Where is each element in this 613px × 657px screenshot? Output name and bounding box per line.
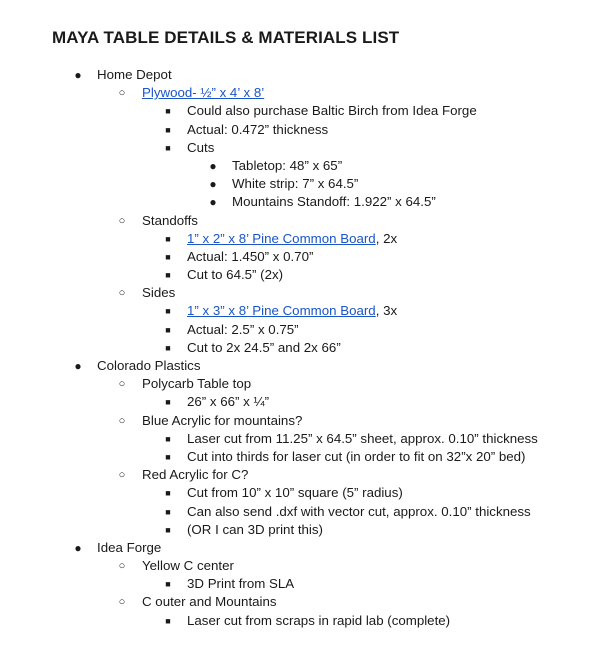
list-item bbox=[0, 175, 613, 193]
bullet-icon: ○ bbox=[118, 287, 126, 300]
list-item bbox=[0, 339, 613, 357]
list-item bbox=[0, 139, 613, 157]
list-item bbox=[0, 521, 613, 539]
list-item-text: Tabletop: 48” x 65” bbox=[232, 157, 343, 173]
list-item-text: Polycarb Table top bbox=[142, 376, 252, 392]
list-item bbox=[0, 193, 613, 211]
list-item bbox=[0, 230, 613, 248]
bullet-icon: ○ bbox=[118, 596, 126, 609]
bullet-icon: ■ bbox=[165, 451, 171, 462]
bullet-icon: ■ bbox=[165, 397, 171, 408]
list-item bbox=[0, 102, 613, 120]
list-item-text: Actual: 0.472” thickness bbox=[187, 121, 329, 137]
list-item-text: Actual: 2.5” x 0.75” bbox=[187, 321, 299, 337]
list-item-text: White strip: 7” x 64.5” bbox=[232, 176, 359, 192]
bullet-icon: ■ bbox=[165, 342, 171, 353]
list-item bbox=[0, 593, 613, 611]
bullet-icon: ■ bbox=[165, 579, 171, 590]
bullet-icon: ■ bbox=[165, 615, 171, 626]
list-item-text: Cuts bbox=[187, 139, 215, 155]
bullet-icon: ■ bbox=[165, 524, 171, 535]
list-item bbox=[0, 321, 613, 339]
list-item-text: 3D Print from SLA bbox=[187, 576, 295, 592]
list-item-home-depot bbox=[0, 66, 613, 84]
bullet-icon: ● bbox=[74, 540, 82, 555]
list-item-colorado-plastics bbox=[0, 357, 613, 375]
quantity-text: , 2x bbox=[375, 230, 398, 246]
list-item-text: Red Acrylic for C? bbox=[142, 467, 249, 483]
bullet-icon: ■ bbox=[165, 488, 171, 499]
bullet-icon: ● bbox=[209, 177, 217, 192]
bullet-icon: ■ bbox=[165, 124, 171, 135]
list-item bbox=[0, 557, 613, 575]
list-item bbox=[0, 121, 613, 139]
list-item bbox=[0, 302, 613, 320]
list-item bbox=[0, 430, 613, 448]
list-item-text: Can also send .dxf with vector cut, approx. 0.10” thickness bbox=[187, 503, 531, 519]
list-item-text: Idea Forge bbox=[97, 539, 162, 555]
list-item-sides bbox=[0, 284, 613, 302]
bullet-icon: ■ bbox=[165, 306, 171, 317]
list-item bbox=[0, 248, 613, 266]
list-item bbox=[0, 412, 613, 430]
bullet-icon: ○ bbox=[118, 87, 126, 100]
list-item-text: Blue Acrylic for mountains? bbox=[142, 412, 303, 428]
list-item-text: Cut into thirds for laser cut (in order to fit on 32”x 20” bed) bbox=[187, 448, 526, 464]
plywood-link[interactable]: Plywood- ½” x 4’ x 8’ bbox=[142, 85, 265, 101]
bullet-icon: ■ bbox=[165, 433, 171, 444]
bullet-icon: ● bbox=[209, 158, 217, 173]
bullet-icon: ■ bbox=[165, 106, 171, 117]
bullet-icon: ■ bbox=[165, 506, 171, 517]
list-item-text: Cut to 64.5” (2x) bbox=[187, 267, 284, 283]
document-title: MAYA TABLE DETAILS & MATERIALS LIST bbox=[52, 28, 400, 47]
list-item-text: Home Depot bbox=[97, 67, 172, 82]
bullet-icon: ○ bbox=[118, 214, 126, 227]
list-item-idea-forge bbox=[0, 539, 613, 557]
list-item bbox=[0, 393, 613, 411]
bullet-icon: ○ bbox=[118, 469, 126, 482]
list-item-text: Standoffs bbox=[142, 212, 198, 228]
bullet-icon: ■ bbox=[165, 251, 171, 262]
list-item-text: Could also purchase Baltic Birch from Idea Forge bbox=[187, 103, 477, 119]
bullet-icon: ■ bbox=[165, 142, 171, 153]
list-item bbox=[0, 612, 613, 630]
list-item bbox=[0, 503, 613, 521]
bullet-icon: ■ bbox=[165, 270, 171, 281]
list-item-text: Cut to 2x 24.5” and 2x 66” bbox=[187, 339, 341, 355]
list-item bbox=[0, 375, 613, 393]
list-item-text: Laser cut from 11.25” x 64.5” sheet, approx. 0.10” thickness bbox=[187, 430, 538, 446]
bullet-icon: ■ bbox=[165, 324, 171, 335]
list-item bbox=[0, 484, 613, 502]
list-item-text: Yellow C center bbox=[142, 558, 234, 574]
list-item-text: Cut from 10” x 10” square (5” radius) bbox=[187, 485, 403, 501]
pine-board-1x2-link[interactable]: 1” x 2” x 8’ Pine Common Board bbox=[187, 230, 376, 246]
list-item-text: C outer and Mountains bbox=[142, 594, 277, 610]
list-item-plywood bbox=[0, 84, 613, 102]
list-item-standoffs bbox=[0, 212, 613, 230]
quantity-text: , 3x bbox=[375, 303, 398, 319]
bullet-icon: ● bbox=[74, 359, 82, 373]
bullet-icon: ○ bbox=[118, 560, 126, 573]
list-item-text: (OR I can 3D print this) bbox=[187, 521, 323, 537]
list-item-text: 26” x 66” x ¼” bbox=[187, 394, 270, 410]
list-item-text: Laser cut from scraps in rapid lab (complete) bbox=[187, 612, 451, 628]
bullet-icon: ● bbox=[209, 195, 217, 210]
pine-board-1x3-link[interactable]: 1” x 3” x 8’ Pine Common Board bbox=[187, 303, 376, 319]
list-item bbox=[0, 466, 613, 484]
list-item bbox=[0, 266, 613, 284]
list-item bbox=[0, 157, 613, 175]
list-item-text: Sides bbox=[142, 285, 176, 301]
list-item-text: Mountains Standoff: 1.922” x 64.5” bbox=[232, 194, 436, 210]
list-item-text: Actual: 1.450” x 0.70” bbox=[187, 248, 314, 264]
bullet-icon: ○ bbox=[118, 378, 126, 391]
bullet-icon: ● bbox=[74, 68, 82, 82]
list-item-text: Colorado Plastics bbox=[97, 358, 201, 373]
bullet-icon: ■ bbox=[165, 233, 171, 244]
materials-list bbox=[0, 66, 613, 630]
list-item bbox=[0, 575, 613, 593]
list-item bbox=[0, 448, 613, 466]
bullet-icon: ○ bbox=[118, 414, 126, 427]
